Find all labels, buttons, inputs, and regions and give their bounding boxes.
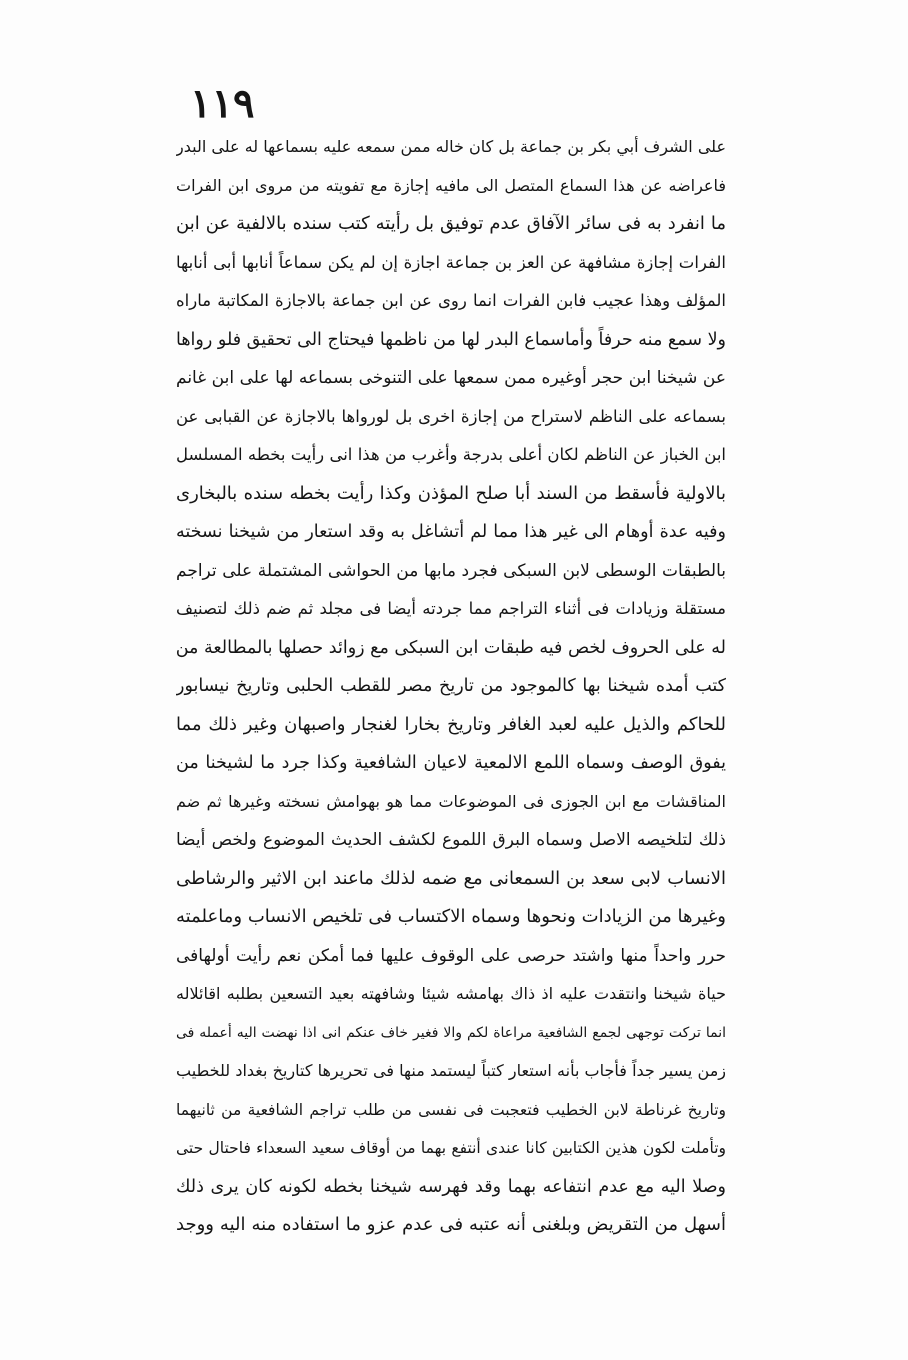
text-line: بسماعه على الناظم لاستراح من إجازة اخرى بل لورواها بالاجازة عن القبابى عن [176, 406, 726, 426]
text-line: وفيه عدة أوهام الى غير هذا مما لم أتشاغل به وقد استعار من شيخنا نسخته [176, 522, 726, 542]
text-line: أسهل من التقريض وبلغنى أنه عتبه فى عدم عزو ما استفاده منه اليه ووجد [176, 1214, 726, 1235]
text-line: ذلك لتلخيصه الاصل وسماه البرق اللموع لكشف الحديث الموضوع ولخص أيضا [176, 830, 726, 850]
text-line: حرر واحداً منها واشتد حرصى على الوقوف عليها فما أمكن نعم رأيت أولهافى [176, 945, 726, 966]
text-line: المؤلف وهذا عجيب فابن الفرات انما روى عن ابن جماعة بالاجازة المكاتبة ماراه [176, 291, 726, 310]
text-line: وتأملت لكون هذين الكتابين كانا عندى أنتفع بهما من أوقاف سعيد السعداء فاحتال حتى [176, 1139, 726, 1157]
text-line: للحاكم والذيل عليه لعبد الغافر وتاريخ بخارا لغنجار واصبهان وغير ذلك مما [176, 713, 726, 735]
text-line: وغيرها من الزيادات ونحوها وسماه الاكتساب فى تلخيص الانساب وماعلمته [176, 906, 726, 927]
text-line: فاعراضه عن هذا السماع المتصل الى مافيه إجازة مع تفويته من مروى ابن الفرات [176, 175, 726, 195]
text-line: الانساب لابى سعد بن السمعانى مع ضمه لذلك ماعند ابن الاثير والرشاطى [176, 867, 726, 889]
body-text [176, 128, 726, 1245]
text-line: ما انفرد به فى سائر الآفاق عدم توفيق بل رأيته كتب سنده بالالفية عن ابن [176, 213, 726, 234]
text-line: بالاولية فأسقط من السند أبا صلح المؤذن وكذا رأيت بخطه سنده بالبخارى [176, 482, 726, 504]
page-number: ١١٩ [190, 80, 255, 127]
text-line: بالطبقات الوسطى لابن السبكى فجرد مابها من الحواشى المشتملة على تراجم [176, 560, 726, 581]
text-line: ابن الخباز عن الناظم لكان أعلى بدرجة وأغرب من هذا انى رأيت بخطه المسلسل [176, 445, 726, 464]
text-line: يفوق الوصف وسماه اللمع الالمعية لاعيان الشافعية وكذا جرد ما لشيخنا من [176, 753, 726, 773]
text-line: له على الحروف لخص فيه طبقات ابن السبكى مع زوائد حصلها بالمطالعة من [176, 637, 726, 658]
text-line: كتب أمده شيخنا بها كالموجود من تاريخ مصر للقطب الحلبى وتاريخ نيسابور [176, 676, 726, 696]
text-line: زمن يسير جداً فأجاب بأنه استعار كتباً ليستمد منها فى تحريرها كتاريخ بغداد للخطيب [176, 1061, 726, 1080]
text-line: عن شيخنا ابن حجر أوغيره ممن سمعها على التنوخى بسماعه لها على ابن غانم [176, 368, 726, 388]
text-line: حياة شيخنا وانتقدت عليه اذ ذاك بهامشه شيئا وشافهته بعيد التسعين بطلبه اقائلاله [176, 984, 726, 1003]
text-line: الفرات إجازة مشافهة عن العز بن جماعة اجازة إن لم يكن سماعاً أنابها أبى أنابها [176, 252, 726, 272]
text-line: المناقشات مع ابن الجوزى فى الموضوعات مما هو بهوامش نسخته وغيرها ثم ضم [176, 791, 726, 811]
text-line: انما تركت توجهى لجمع الشافعية مراعاة لكم والا فغير خاف عنكم انى اذا نهضت اليه أعمله فى [176, 1024, 726, 1041]
text-line: على الشرف أبي بكر بن جماعة بل كان خاله ممن سمعه عليه بسماعها له على البدر [176, 137, 726, 156]
text-line: وتاريخ غرناطة لابن الخطيب فتعجبت فى نفسى من طلب تراجم الشافعية من ثانيهما [176, 1100, 726, 1119]
text-line: مستقلة وزيادات فى أثناء التراجم مما جردته أيضا فى مجلد ثم ضم ذلك لتصنيف [176, 599, 726, 618]
text-line: وصلا اليه مع عدم انتفاعه بهما وقد فهرسه شيخنا بخطه لكونه كان يرى ذلك [176, 1176, 726, 1197]
text-line: ولا سمع منه حرفاً وأماسماع البدر لها من ناظمها فيحتاج الى تحقيق فلو رواها [176, 329, 726, 350]
